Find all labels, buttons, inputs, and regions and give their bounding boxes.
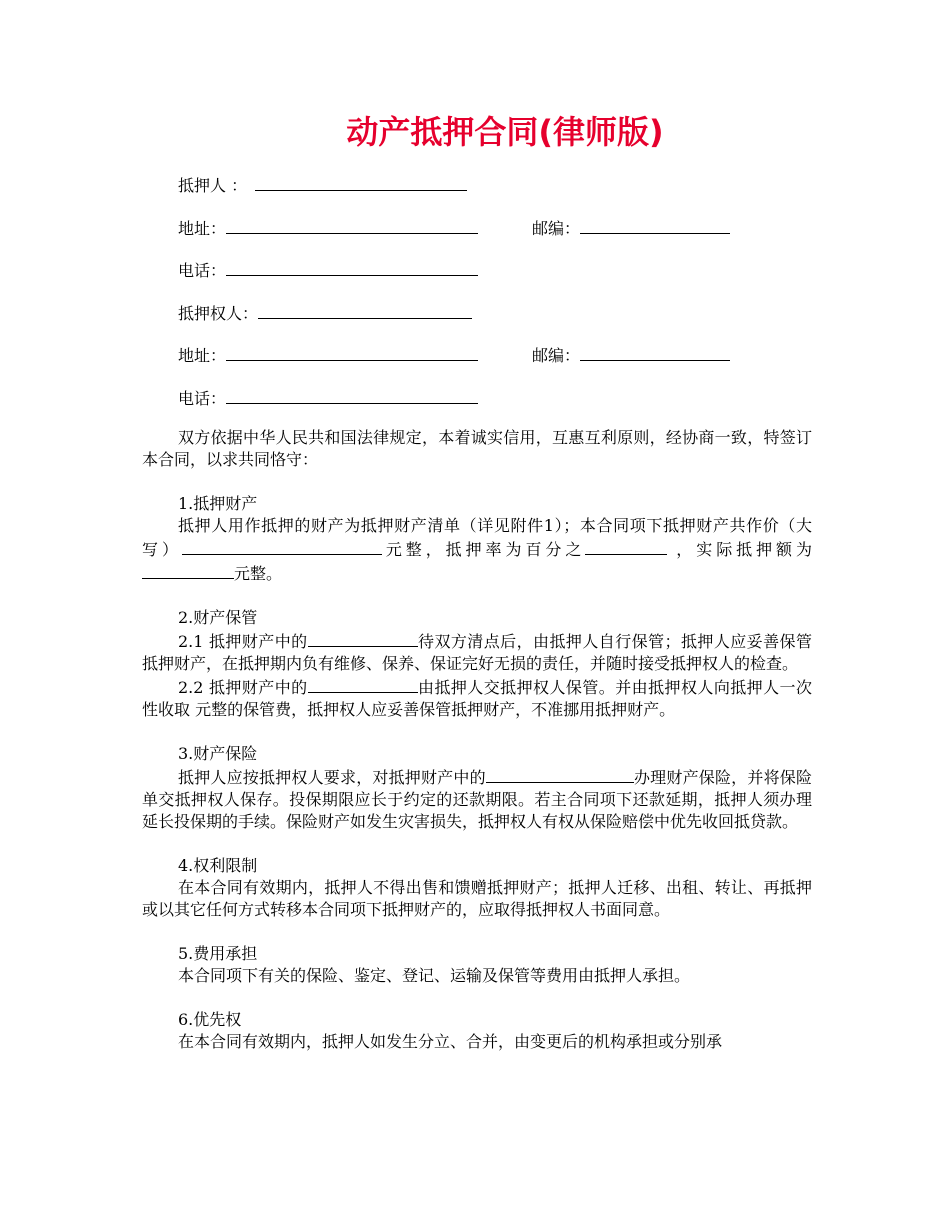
mortgagor-phone-blank[interactable] <box>226 258 478 276</box>
section-3-text <box>142 765 812 833</box>
mortgagee-phone-blank[interactable] <box>226 386 478 404</box>
section-1-text <box>142 515 812 585</box>
phone-label: 电话： <box>178 389 227 408</box>
section-3-text-part: 抵押人应按抵押权人要求，对抵押财产中的 <box>178 768 486 787</box>
mortgagor-blank[interactable] <box>255 173 467 191</box>
mortgagee-blank[interactable] <box>258 301 472 319</box>
deposited-property-blank[interactable] <box>308 675 418 693</box>
section-1-text-part: 元整。 <box>234 564 283 583</box>
mortgage-amount-blank[interactable] <box>142 561 234 579</box>
mortgagee-field <box>178 301 472 325</box>
section-1-text-part: ，实际抵押额为 <box>667 540 812 559</box>
mortgagee-phone-field <box>178 386 478 410</box>
mortgagee-label: 抵押权人： <box>178 304 259 323</box>
section-2-text-part: 待双方清点后，由抵押人自行保管；抵押人应妥善保管抵押财产，在抵押期内负有维修、保养、保证完好无损的责任，并随时接受抵押权人的检查。 <box>142 632 812 673</box>
address-label: 地址： <box>178 346 227 365</box>
mortgagor-address-field <box>178 216 478 240</box>
section-1-heading: 1.抵押财产 <box>178 494 258 513</box>
address-label: 地址： <box>178 219 227 238</box>
mortgagee-address-blank[interactable] <box>226 343 478 361</box>
section-5-heading: 5.费用承担 <box>178 944 258 963</box>
postcode-label: 邮编： <box>532 346 581 365</box>
mortgagor-postcode-field <box>532 216 730 240</box>
mortgagor-postcode-blank[interactable] <box>580 216 730 234</box>
mortgage-rate-blank[interactable] <box>585 537 667 555</box>
postcode-label: 邮编： <box>532 219 581 238</box>
section-2-heading: 2.财产保管 <box>178 608 258 627</box>
section-1-text-part: 元整，抵押率为百分之 <box>381 540 586 559</box>
phone-label: 电话： <box>178 261 227 280</box>
section-6-heading: 6.优先权 <box>178 1010 242 1029</box>
section-2-text-part: 2.2 抵押财产中的 <box>178 678 308 697</box>
intro-paragraph: 双方依据中华人民共和国法律规定，本着诚实信用，互惠互利原则，经协商一致，特签订本合同，以求共同恪守： <box>142 428 812 469</box>
mortgagor-label: 抵押人 ： <box>178 176 248 195</box>
section-3-text-part: 办理财产保险，并将保险单交抵押权人保存。投保期限应长于约定的还款期限。若主合同项下还款延期，抵押人须办理延长投保期的手续。保险财产如发生灾害损失，抵押权人有权从保险赔偿中优先收回抵贷款。 <box>142 768 812 831</box>
self-kept-property-blank[interactable] <box>308 629 418 647</box>
contract-body <box>142 427 812 1053</box>
section-5-text: 本合同项下有关的保险、鉴定、登记、运输及保管等费用由抵押人承担。 <box>178 966 691 985</box>
section-2-1-text <box>142 629 812 675</box>
section-6-text: 在本合同有效期内，抵押人如发生分立、合并，由变更后的机构承担或分别承 <box>178 1032 723 1051</box>
section-1-text-part: 抵押人用作抵押的财产为抵押财产清单（详见附件1）；本合同项下抵押财产共作价（大写） <box>142 516 812 559</box>
section-3-heading: 3.财产保险 <box>178 744 258 763</box>
section-2-text-part: 由抵押人交抵押权人保管。并由抵押权人向抵押人一次性收取 元整的保管费，抵押权人应妥善保管抵押财产，不准挪用抵押财产。 <box>142 678 812 719</box>
section-4-heading: 4.权利限制 <box>178 856 258 875</box>
mortgagor-address-blank[interactable] <box>226 216 478 234</box>
mortgagee-address-field <box>178 343 478 367</box>
valuation-blank[interactable] <box>182 537 382 555</box>
mortgagor-field <box>178 173 467 197</box>
mortgagee-postcode-field <box>532 343 730 367</box>
section-4-text: 在本合同有效期内，抵押人不得出售和馈赠抵押财产；抵押人迁移、出租、转让、再抵押或以其它任何方式转移本合同项下抵押财产的，应取得抵押权人书面同意。 <box>142 878 812 919</box>
insured-property-blank[interactable] <box>486 765 634 783</box>
mortgagee-postcode-blank[interactable] <box>580 343 730 361</box>
section-2-2-text <box>142 675 812 721</box>
section-2-text-part: 2.1 抵押财产中的 <box>178 632 308 651</box>
document-title: 动产抵押合同(律师版) <box>346 113 664 151</box>
mortgagor-phone-field <box>178 258 478 282</box>
